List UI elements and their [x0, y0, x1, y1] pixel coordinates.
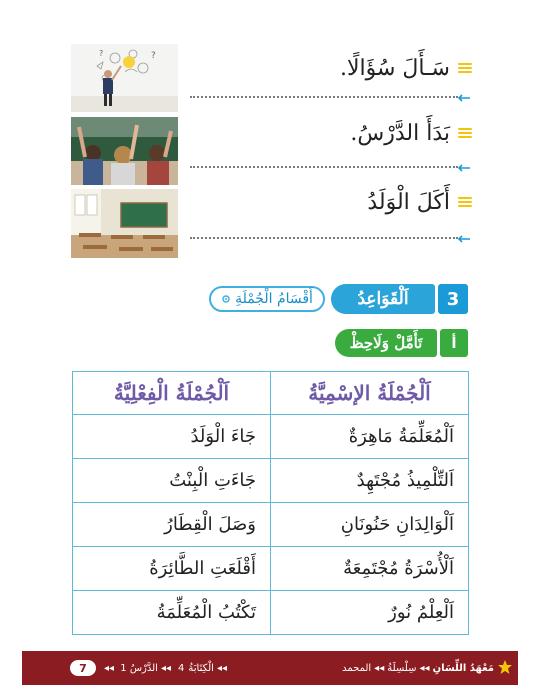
verbal-sentence-cell: جَاءَتِ الْبِنْتُ: [73, 459, 271, 503]
nominal-sentence-cell: اَلتِّلْمِيذُ مُجْتَهِدٌ: [271, 459, 469, 503]
photo-empty-classroom: [71, 189, 178, 258]
photo-boy-asking: [71, 44, 178, 112]
svg-text:?: ?: [99, 49, 104, 58]
logo-star-icon: [496, 659, 514, 677]
verbal-sentence-cell: وَصَلَ الْقِطَارُ: [73, 503, 271, 547]
footer-series: مَعْهَدُ اللِّسَانِ: [432, 662, 494, 674]
photo-students-raising-hands: [71, 117, 178, 185]
bullet-lines-icon: [458, 195, 472, 209]
arrow-left-icon: [457, 234, 471, 244]
chevron-icon: ◂◂: [374, 662, 385, 674]
footer-level: المحمد: [342, 662, 372, 674]
column-header-verbal: اَلْجُمْلَةُ الْفِعْلِيَّةُ: [73, 372, 271, 415]
sentence-types-table: [72, 371, 469, 635]
verbal-sentence-cell: تَكْتُبُ الْمُعَلِّمَةُ: [73, 591, 271, 635]
verbal-sentence-cell: أَقْلَعَتِ الطَّائِرَةُ: [73, 547, 271, 591]
footer-skill: الْكِتَابَةُ: [188, 662, 214, 674]
table-header-row: [73, 372, 469, 415]
page-nav-icon: ◂◂: [104, 662, 115, 674]
column-header-nominal: اَلْجُمْلَةُ الإسْمِيَّةُ: [271, 372, 469, 415]
exercise-1: [190, 53, 472, 83]
nominal-sentence-cell: اَلْعِلْمُ نُورٌ: [271, 591, 469, 635]
subsection-letter-badge: أ: [440, 329, 468, 357]
section-topic-label: أَقْسَامُ الْجُمْلَةِ: [235, 291, 313, 307]
table-row: [73, 503, 469, 547]
footer-unit: 4: [178, 662, 185, 674]
nominal-sentence-cell: اَلْوَالِدَانِ حَنُونَانِ: [271, 503, 469, 547]
section-topic-tag: [209, 286, 325, 312]
answer-line-3[interactable]: [190, 237, 458, 239]
chevron-icon: ◂◂: [419, 662, 430, 674]
gear-icon: [221, 294, 231, 304]
table-row: [73, 591, 469, 635]
bullet-lines-icon: [458, 126, 472, 140]
subsection-title: تَأَمَّلْ وَلَاحِظْ: [335, 329, 437, 357]
answer-line-1[interactable]: [190, 96, 458, 98]
exercise-2: [190, 118, 472, 148]
svg-text:?: ?: [151, 51, 156, 61]
footer-breadcrumb: [342, 651, 494, 685]
chevron-icon: ◂◂: [216, 662, 227, 674]
page-number: 7: [70, 660, 96, 676]
page-footer: [22, 651, 518, 685]
table-row: [73, 415, 469, 459]
nominal-sentence-cell: اَلْمُعَلِّمَةُ مَاهِرَةٌ: [271, 415, 469, 459]
footer-lesson: الدَّرْسُ 1: [120, 662, 158, 674]
table-row: [73, 547, 469, 591]
bullet-lines-icon: [458, 61, 472, 75]
exercise-sentence: سَـأَلَ سُؤَالًا.: [339, 55, 450, 81]
chevron-icon: ◂◂: [160, 662, 172, 674]
verbal-sentence-cell: جَاءَ الْوَلَدُ: [73, 415, 271, 459]
arrow-left-icon: [457, 93, 471, 103]
footer-lesson-path: [120, 651, 230, 685]
nominal-sentence-cell: اَلْأُسْرَةُ مُجْتَمِعَةٌ: [271, 547, 469, 591]
section-title: اَلْقَوَاعِدُ: [331, 284, 435, 314]
arrow-left-icon: [457, 163, 471, 173]
section-number-badge: 3: [438, 284, 468, 314]
table-row: [73, 459, 469, 503]
answer-line-2[interactable]: [190, 166, 458, 168]
exercise-3: [190, 187, 472, 217]
exercise-sentence: أَكَلَ الْوَلَدُ: [367, 189, 450, 215]
footer-collection: سِلْسِلَةُ: [387, 662, 417, 674]
exercise-sentence: بَدَأَ الدَّرْسُ.: [350, 120, 450, 146]
